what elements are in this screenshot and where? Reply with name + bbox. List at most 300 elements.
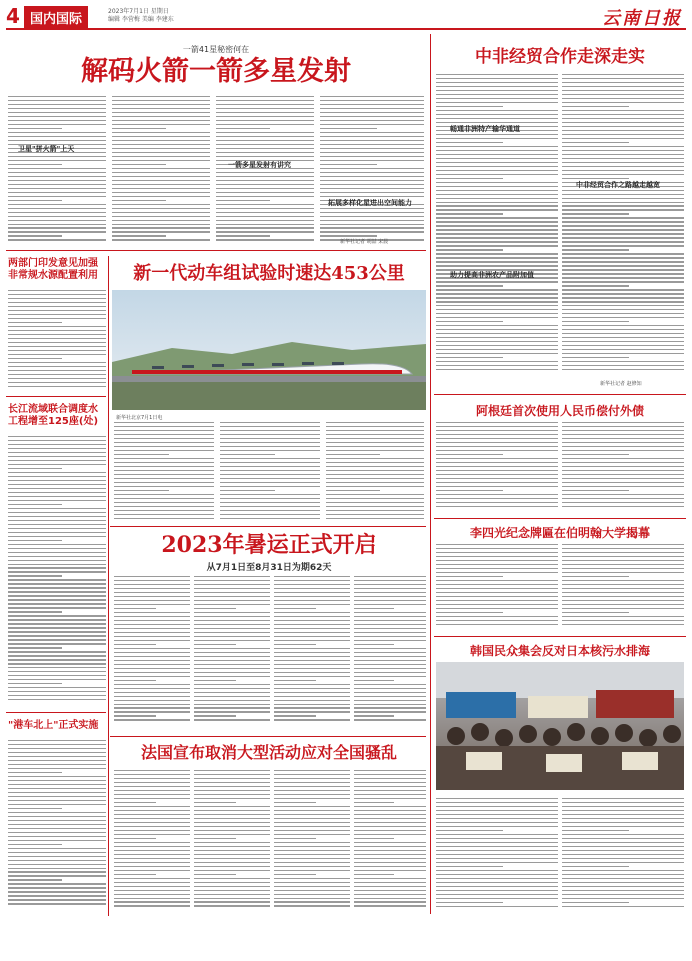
text-line xyxy=(274,616,350,617)
text-line xyxy=(436,281,558,282)
text-line xyxy=(114,668,190,669)
text-line xyxy=(194,905,270,906)
text-line xyxy=(354,878,426,879)
text-line xyxy=(326,514,424,515)
text-line xyxy=(274,596,350,597)
text-line xyxy=(114,660,190,661)
text-line xyxy=(354,870,426,871)
text-line xyxy=(216,220,314,221)
text-line xyxy=(326,450,424,451)
summer-col3 xyxy=(274,576,350,726)
text-line xyxy=(326,490,380,491)
text-line xyxy=(436,806,558,807)
text-line xyxy=(112,224,210,225)
text-line xyxy=(114,518,214,519)
text-line xyxy=(8,579,106,580)
text-line xyxy=(274,676,350,677)
text-line xyxy=(354,854,426,855)
text-line xyxy=(8,792,106,793)
text-line xyxy=(354,882,426,883)
text-line xyxy=(320,132,424,133)
text-line xyxy=(194,612,270,613)
text-line xyxy=(320,104,424,105)
text-line xyxy=(112,132,210,133)
text-line xyxy=(274,834,350,835)
divider xyxy=(6,396,106,397)
text-line xyxy=(562,882,684,883)
text-line xyxy=(562,552,684,553)
text-line xyxy=(8,800,106,801)
text-line xyxy=(436,426,558,427)
text-line xyxy=(8,132,106,133)
text-line xyxy=(274,854,350,855)
text-line xyxy=(114,688,190,689)
text-line xyxy=(326,454,380,455)
text-line xyxy=(562,309,684,310)
text-line xyxy=(112,160,210,161)
text-line xyxy=(274,802,316,803)
text-line xyxy=(8,675,106,676)
text-line xyxy=(436,309,558,310)
text-line xyxy=(114,470,214,471)
text-line xyxy=(112,192,210,193)
text-line xyxy=(114,490,169,491)
text-line xyxy=(436,154,558,155)
text-line xyxy=(274,790,350,791)
text-line xyxy=(562,862,684,863)
text-line xyxy=(114,430,214,431)
text-line xyxy=(112,168,210,169)
text-line xyxy=(274,656,350,657)
text-line xyxy=(8,768,106,769)
text-line xyxy=(8,120,106,121)
divider xyxy=(434,518,686,519)
text-line xyxy=(562,564,684,565)
text-line xyxy=(436,257,558,258)
text-line xyxy=(194,668,270,669)
text-line xyxy=(8,512,106,513)
text-line xyxy=(436,442,558,443)
text-line xyxy=(436,82,558,83)
text-line xyxy=(562,438,684,439)
divider xyxy=(110,526,426,527)
text-line xyxy=(562,502,684,503)
text-line xyxy=(8,318,106,319)
text-line xyxy=(354,790,426,791)
text-line xyxy=(114,502,214,503)
text-line xyxy=(8,824,106,825)
text-line xyxy=(436,301,558,302)
text-line xyxy=(436,285,503,286)
middle-east-sub2: 助力提高非洲农产品附加值 xyxy=(450,271,534,279)
text-line xyxy=(562,798,684,799)
masthead xyxy=(6,4,686,30)
text-line xyxy=(436,345,558,346)
text-line xyxy=(274,576,350,577)
text-line xyxy=(354,584,426,585)
text-line xyxy=(114,450,214,451)
text-line xyxy=(114,446,214,447)
text-line xyxy=(354,672,426,673)
text-line xyxy=(562,369,684,370)
text-line xyxy=(114,486,214,487)
text-line xyxy=(114,882,190,883)
text-line xyxy=(8,358,62,359)
text-line xyxy=(8,386,106,387)
text-line xyxy=(562,74,684,75)
text-line xyxy=(114,422,214,423)
text-line xyxy=(194,632,270,633)
text-line xyxy=(320,108,424,109)
text-line xyxy=(194,798,270,799)
text-line xyxy=(354,640,426,641)
text-line xyxy=(8,595,106,596)
text-line xyxy=(320,116,424,117)
argentina-col1 xyxy=(436,422,558,512)
text-line xyxy=(216,112,314,113)
text-line xyxy=(436,122,558,123)
text-line xyxy=(8,744,106,745)
text-line xyxy=(114,478,214,479)
text-line xyxy=(436,858,558,859)
text-line xyxy=(220,510,320,511)
text-line xyxy=(194,778,270,779)
text-line xyxy=(436,305,558,306)
yangtze-body xyxy=(8,436,106,706)
text-line xyxy=(8,330,106,331)
text-line xyxy=(8,378,106,379)
text-line xyxy=(114,854,190,855)
text-line xyxy=(194,890,270,891)
text-line xyxy=(8,575,62,576)
text-line xyxy=(562,870,684,871)
text-line xyxy=(194,822,270,823)
text-line xyxy=(216,208,314,209)
text-line xyxy=(354,838,394,839)
text-line xyxy=(112,220,210,221)
text-line xyxy=(194,592,270,593)
text-line xyxy=(354,774,426,775)
text-line xyxy=(274,874,316,875)
text-line xyxy=(8,619,106,620)
text-line xyxy=(8,772,62,773)
text-line xyxy=(326,434,424,435)
text-line xyxy=(194,711,270,712)
text-line xyxy=(220,490,275,491)
text-line xyxy=(326,486,424,487)
text-line xyxy=(114,719,190,720)
text-line xyxy=(112,164,166,165)
text-line xyxy=(194,616,270,617)
rocket-col3 xyxy=(216,96,314,246)
text-line xyxy=(8,184,106,185)
text-line xyxy=(562,166,684,167)
divider xyxy=(108,256,109,916)
text-line xyxy=(320,180,424,181)
text-line xyxy=(562,818,684,819)
text-line xyxy=(8,452,106,453)
text-line xyxy=(8,480,106,481)
text-line xyxy=(8,899,106,900)
text-line xyxy=(220,486,320,487)
text-line xyxy=(216,212,314,213)
divider xyxy=(110,736,426,737)
text-line xyxy=(562,802,684,803)
text-line xyxy=(112,100,210,101)
text-line xyxy=(436,237,558,238)
text-line xyxy=(562,556,684,557)
text-line xyxy=(562,890,684,891)
text-line xyxy=(562,114,684,115)
text-line xyxy=(194,850,270,851)
text-line xyxy=(194,719,270,720)
editor-line: 编辑 李营梅 美编 李建东 xyxy=(108,16,174,23)
text-line xyxy=(436,624,558,625)
text-line xyxy=(8,860,106,861)
text-line xyxy=(562,454,629,455)
text-line xyxy=(436,810,558,811)
text-line xyxy=(8,508,106,509)
text-line xyxy=(216,96,314,97)
rocket-kicker: 一箭41星秘密何在 xyxy=(182,45,250,54)
text-line xyxy=(436,870,558,871)
text-line xyxy=(220,478,320,479)
text-line xyxy=(436,854,558,855)
text-line xyxy=(114,850,190,851)
text-line xyxy=(220,450,320,451)
divider xyxy=(6,250,426,251)
text-line xyxy=(562,442,684,443)
text-line xyxy=(562,341,684,342)
text-line xyxy=(436,213,503,214)
text-line xyxy=(354,664,426,665)
text-line xyxy=(112,112,210,113)
text-line xyxy=(8,544,106,545)
text-line xyxy=(194,794,270,795)
text-line xyxy=(436,878,558,879)
text-line xyxy=(274,672,350,673)
text-line xyxy=(114,696,190,697)
text-line xyxy=(194,664,270,665)
text-line xyxy=(562,600,684,601)
text-line xyxy=(8,623,106,624)
text-line xyxy=(274,901,350,902)
text-line xyxy=(114,830,190,831)
text-line xyxy=(562,846,684,847)
text-line xyxy=(8,679,106,680)
text-line xyxy=(562,498,684,499)
text-line xyxy=(436,430,558,431)
text-line xyxy=(354,704,426,705)
text-line xyxy=(562,98,684,99)
text-line xyxy=(194,874,236,875)
text-line xyxy=(436,612,503,613)
text-line xyxy=(8,740,106,741)
text-line xyxy=(562,178,629,179)
text-line xyxy=(436,325,558,326)
text-line xyxy=(354,680,394,681)
text-line xyxy=(436,802,558,803)
text-line xyxy=(436,170,558,171)
text-line xyxy=(194,814,270,815)
text-line xyxy=(8,239,106,240)
text-line xyxy=(8,96,106,97)
text-line xyxy=(194,692,270,693)
text-line xyxy=(436,150,558,151)
text-line xyxy=(562,858,684,859)
text-line xyxy=(194,858,270,859)
text-line xyxy=(8,310,106,311)
text-line xyxy=(216,216,314,217)
text-line xyxy=(114,620,190,621)
text-line xyxy=(8,227,106,228)
text-line xyxy=(114,656,190,657)
text-line xyxy=(436,604,558,605)
text-line xyxy=(562,450,684,451)
text-line xyxy=(562,249,629,250)
text-line xyxy=(8,374,106,375)
text-line xyxy=(8,611,62,612)
text-line xyxy=(562,162,684,163)
summer-col1 xyxy=(114,576,190,726)
text-line xyxy=(436,462,558,463)
text-line xyxy=(354,866,426,867)
text-line xyxy=(8,699,106,700)
text-line xyxy=(562,616,684,617)
text-line xyxy=(274,778,350,779)
text-line xyxy=(8,112,106,113)
text-line xyxy=(562,269,684,270)
text-line xyxy=(194,870,270,871)
text-line xyxy=(320,196,424,197)
text-line xyxy=(274,886,350,887)
text-line xyxy=(436,106,503,107)
text-line xyxy=(354,592,426,593)
text-line xyxy=(436,86,558,87)
text-line xyxy=(354,830,426,831)
text-line xyxy=(320,140,424,141)
text-line xyxy=(274,786,350,787)
text-line xyxy=(274,715,316,716)
text-line xyxy=(274,684,350,685)
rocket-col4 xyxy=(320,96,424,246)
text-line xyxy=(194,782,270,783)
text-line xyxy=(114,482,214,483)
text-line xyxy=(8,760,106,761)
text-line xyxy=(112,196,210,197)
text-line xyxy=(8,639,106,640)
text-line xyxy=(274,826,350,827)
middle-east-byline: 新华社记者 赵修知 xyxy=(600,381,642,387)
text-line xyxy=(354,644,394,645)
text-line xyxy=(8,776,106,777)
text-line xyxy=(274,774,350,775)
text-line xyxy=(326,466,424,467)
text-line xyxy=(354,850,426,851)
text-line xyxy=(326,502,424,503)
text-line xyxy=(436,588,558,589)
text-line xyxy=(562,886,684,887)
text-line xyxy=(320,192,424,193)
text-line xyxy=(8,571,106,572)
text-line xyxy=(354,588,426,589)
text-line xyxy=(8,607,106,608)
text-line xyxy=(216,239,314,240)
text-line xyxy=(114,652,190,653)
text-line xyxy=(562,257,684,258)
text-line xyxy=(562,297,684,298)
france-col4 xyxy=(354,770,426,910)
text-line xyxy=(216,144,314,145)
text-line xyxy=(436,422,558,423)
text-line xyxy=(8,879,62,880)
text-line xyxy=(274,628,350,629)
text-line xyxy=(436,333,558,334)
text-line xyxy=(436,882,558,883)
text-line xyxy=(274,894,350,895)
text-line xyxy=(274,862,350,863)
text-line xyxy=(354,822,426,823)
text-line xyxy=(562,810,684,811)
text-line xyxy=(114,498,214,499)
text-line xyxy=(274,822,350,823)
text-line xyxy=(274,838,316,839)
text-line xyxy=(8,140,106,141)
text-line xyxy=(436,221,558,222)
text-line xyxy=(562,118,684,119)
text-line xyxy=(8,903,106,904)
text-line xyxy=(216,124,314,125)
text-line xyxy=(320,235,377,236)
text-line xyxy=(114,616,190,617)
text-line xyxy=(8,342,106,343)
text-line xyxy=(436,317,558,318)
france-col1 xyxy=(114,770,190,910)
text-line xyxy=(436,830,503,831)
text-line xyxy=(8,520,106,521)
text-line xyxy=(274,719,350,720)
text-line xyxy=(114,826,190,827)
text-line xyxy=(114,604,190,605)
text-line xyxy=(274,664,350,665)
text-line xyxy=(562,576,629,577)
text-line xyxy=(8,382,106,383)
text-line xyxy=(562,898,684,899)
text-line xyxy=(562,494,684,495)
text-line xyxy=(562,608,684,609)
text-line xyxy=(436,289,558,290)
text-line xyxy=(562,353,684,354)
text-line xyxy=(194,600,270,601)
text-line xyxy=(216,100,314,101)
text-line xyxy=(8,302,106,303)
text-line xyxy=(354,806,426,807)
text-line xyxy=(194,715,236,716)
text-line xyxy=(8,128,62,129)
text-line xyxy=(274,584,350,585)
text-line xyxy=(8,603,106,604)
text-line xyxy=(8,176,106,177)
text-line xyxy=(8,180,106,181)
text-line xyxy=(436,361,558,362)
text-line xyxy=(8,812,106,813)
text-line xyxy=(112,140,210,141)
text-line xyxy=(274,648,350,649)
text-line xyxy=(436,596,558,597)
text-line xyxy=(8,200,62,201)
text-line xyxy=(8,436,106,437)
text-line xyxy=(114,770,190,771)
